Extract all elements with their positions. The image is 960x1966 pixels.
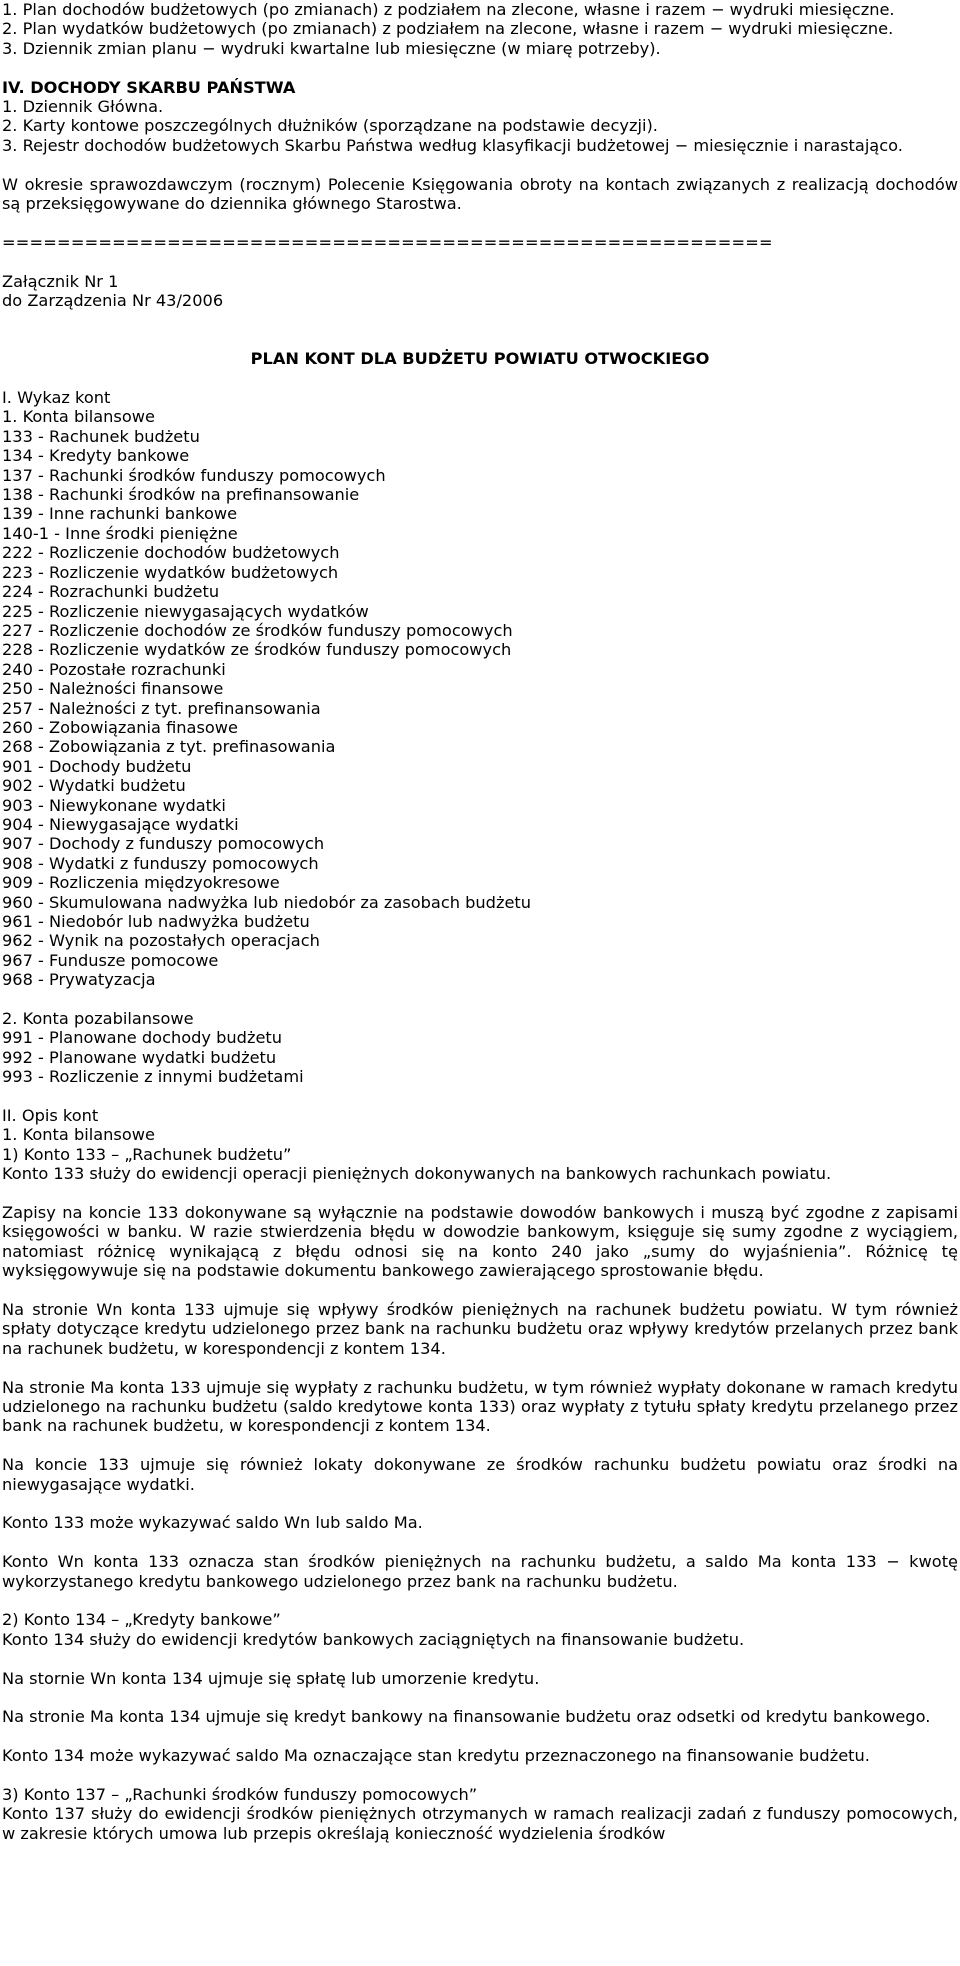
account-list-item: 904 - Niewygasające wydatki: [2, 814, 239, 834]
konto-133-paragraph-2: Zapisy na koncie 133 dokonywane są wyłącznie na podstawie dowodów bankowych i muszą być zgodne z zapisami księgowości w banku. W razie stwierdzenia błędu w dowodzie bankowym, księguje się sumy zgodne z wyciągiem, natomiast różnicę wynikającą z błędu odnosi się na konto 240 jako „sumy do wyjaśnienia”. Różnicę tę wyksięgowywuje się na podstawie dokumentu bankowego zawierającego sprostowanie błędu.: [2, 1203, 958, 1281]
konto-134-paragraph-1: Konto 134 służy do ewidencji kredytów bankowych zaciągniętych na finansowanie budżetu.: [2, 1629, 745, 1649]
account-list-item: 901 - Dochody budżetu: [2, 756, 192, 776]
konto-134-paragraph-2: Na stornie Wn konta 134 ujmuje się spłatę lub umorzenie kredytu.: [2, 1668, 540, 1688]
off-balance-account-item: 991 - Planowane dochody budżetu: [2, 1028, 283, 1048]
wykaz-subheading-pozabilansowe: 2. Konta pozabilansowe: [2, 1009, 194, 1029]
separator-line: ========================================================: [2, 232, 773, 252]
konto-134-paragraph-4: Konto 134 może wykazywać saldo Ma oznaczające stan kredytu przeznaczonego na finansowanie budżetu.: [2, 1746, 870, 1766]
account-list-item: 962 - Wynik na pozostałych operacjach: [2, 931, 320, 951]
account-list-item: 227 - Rozliczenie dochodów ze środków funduszy pomocowych: [2, 620, 513, 640]
off-balance-account-list: [2, 1028, 958, 1086]
konto-137-paragraph-1: Konto 137 służy do ewidencji środków pieniężnych otrzymanych w ramach realizacji zadań z funduszy pomocowych, w zakresie których umowa lub przepis określają konieczność wydzielenia środków: [2, 1804, 958, 1843]
account-list-item: 140-1 - Inne środki pieniężne: [2, 523, 238, 543]
opis-heading: II. Opis kont: [2, 1106, 99, 1126]
account-list-item: 260 - Zobowiązania finasowe: [2, 717, 239, 737]
top-list-item-2: 2. Plan wydatków budżetowych (po zmianach) z podziałem na zlecone, własne i razem − wydruki miesięczne.: [2, 19, 894, 39]
account-list-item: 250 - Należności finansowe: [2, 679, 224, 699]
account-list-item: 223 - Rozliczenie wydatków budżetowych: [2, 562, 339, 582]
wykaz-subheading-bilansowe: 1. Konta bilansowe: [2, 407, 155, 427]
account-list-item: 961 - Niedobór lub nadwyżka budżetu: [2, 912, 310, 931]
attachment-line-1: Załącznik Nr 1: [2, 271, 119, 291]
section-iv-item-1: 1. Dziennik Główna.: [2, 97, 164, 117]
konto-133-paragraph-1: Konto 133 służy do ewidencji operacji pieniężnych dokonywanych na bankowych rachunkach powiatu.: [2, 1164, 832, 1184]
account-list-item: 907 - Dochody z funduszy pomocowych: [2, 834, 325, 854]
top-list-item-1: 1. Plan dochodów budżetowych (po zmianach) z podziałem na zlecone, własne i razem − wydruki miesięczne.: [2, 0, 895, 19]
account-list-item: 909 - Rozliczenia międzyokresowe: [2, 873, 280, 893]
top-list-item-3: 3. Dziennik zmian planu − wydruki kwartalne lub miesięczne (w miarę potrzeby).: [2, 38, 661, 58]
konto-133-paragraph-6: Konto 133 może wykazywać saldo Wn lub saldo Ma.: [2, 1513, 423, 1533]
account-list-item: 228 - Rozliczenie wydatków ze środków funduszy pomocowych: [2, 640, 512, 660]
account-list-item: 257 - Należności z tyt. prefinansowania: [2, 698, 321, 718]
section-iv-paragraph: W okresie sprawozdawczym (rocznym) Polecenie Księgowania obroty na kontach związanych z realizacją dochodów są przeksięgowywane do dziennika głównego Starostwa.: [2, 174, 958, 214]
document-title: PLAN KONT DLA BUDŻETU POWIATU OTWOCKIEGO: [250, 349, 710, 369]
account-list-item: 240 - Pozostałe rozrachunki: [2, 659, 226, 679]
account-list-item: 138 - Rachunki środków na prefinansowanie: [2, 485, 360, 505]
section-iv-item-2: 2. Karty kontowe poszczególnych dłużników (sporządzane na podstawie decyzji).: [2, 116, 658, 136]
konto-134-title: 2) Konto 134 – „Kredyty bankowe”: [2, 1610, 281, 1630]
account-list-item: 968 - Prywatyzacja: [2, 970, 156, 990]
account-list-item: 967 - Fundusze pomocowe: [2, 950, 219, 970]
account-list-item: 908 - Wydatki z funduszy pomocowych: [2, 853, 319, 873]
konto-133-paragraph-4: Na stronie Ma konta 133 ujmuje się wypłaty z rachunku budżetu, w tym również wypłaty dokonane w ramach kredytu udzielonego na rachunku budżetu (saldo kredytowe konta 133) oraz wypłaty z tytułu spłaty kredytu przelanego przez bank na rachunek budżetu, w korespondencji z kontem 134.: [2, 1377, 958, 1436]
konto-133-title: 1) Konto 133 – „Rachunek budżetu”: [2, 1144, 292, 1164]
account-list-item: 960 - Skumulowana nadwyżka lub niedobór za zasobach budżetu: [2, 892, 532, 912]
account-list-item: 902 - Wydatki budżetu: [2, 776, 186, 796]
section-iv-item-3: 3. Rejestr dochodów budżetowych Skarbu Państwa według klasyfikacji budżetowej − miesięcznie i narastająco.: [2, 135, 903, 155]
account-list-item: 903 - Niewykonane wydatki: [2, 795, 226, 815]
konto-133-paragraph-5: Na koncie 133 ujmuje się również lokaty dokonywane ze środków rachunku budżetu powiatu oraz środki na niewygasające wydatki.: [2, 1455, 958, 1494]
account-list-item: 134 - Kredyty bankowe: [2, 446, 190, 466]
account-list-item: 139 - Inne rachunki bankowe: [2, 504, 238, 524]
account-list-item: 222 - Rozliczenie dochodów budżetowych: [2, 543, 340, 563]
account-list-item: 225 - Rozliczenie niewygasających wydatków: [2, 601, 369, 621]
wykaz-heading: I. Wykaz kont: [2, 388, 111, 408]
account-list-item: 137 - Rachunki środków funduszy pomocowych: [2, 465, 386, 485]
account-list-item: 133 - Rachunek budżetu: [2, 426, 200, 446]
attachment-line-2: do Zarządzenia Nr 43/2006: [2, 291, 224, 311]
konto-137-title: 3) Konto 137 – „Rachunki środków funduszy pomocowych”: [2, 1785, 478, 1805]
konto-134-paragraph-3: Na stronie Ma konta 134 ujmuje się kredyt bankowy na finansowanie budżetu oraz odsetki od kredytu bankowego.: [2, 1707, 931, 1727]
off-balance-account-item: 993 - Rozliczenie z innymi budżetami: [2, 1067, 304, 1087]
opis-subheading-bilansowe: 1. Konta bilansowe: [2, 1125, 155, 1145]
off-balance-account-item: 992 - Planowane wydatki budżetu: [2, 1047, 277, 1067]
account-list-item: 268 - Zobowiązania z tyt. prefinasowania: [2, 737, 336, 757]
konto-133-paragraph-7: Konto Wn konta 133 oznacza stan środków pieniężnych na rachunku budżetu, a saldo Ma konta 133 − kwotę wykorzystanego kredytu bankowego udzielonego przez bank na rachunku budżetu.: [2, 1552, 958, 1591]
account-list-item: 224 - Rozrachunki budżetu: [2, 582, 220, 602]
account-list: [2, 427, 958, 990]
konto-133-paragraph-3: Na stronie Wn konta 133 ujmuje się wpływy środków pieniężnych na rachunek budżetu powiatu. W tym również spłaty dotyczące kredytu udzielonego przez bank na rachunku budżetu oraz wpływy kredytów przelanych przez bank na rachunek budżetu, w korespondencji z kontem 134.: [2, 1300, 958, 1358]
section-iv-heading: IV. DOCHODY SKARBU PAŃSTWA: [2, 77, 296, 97]
